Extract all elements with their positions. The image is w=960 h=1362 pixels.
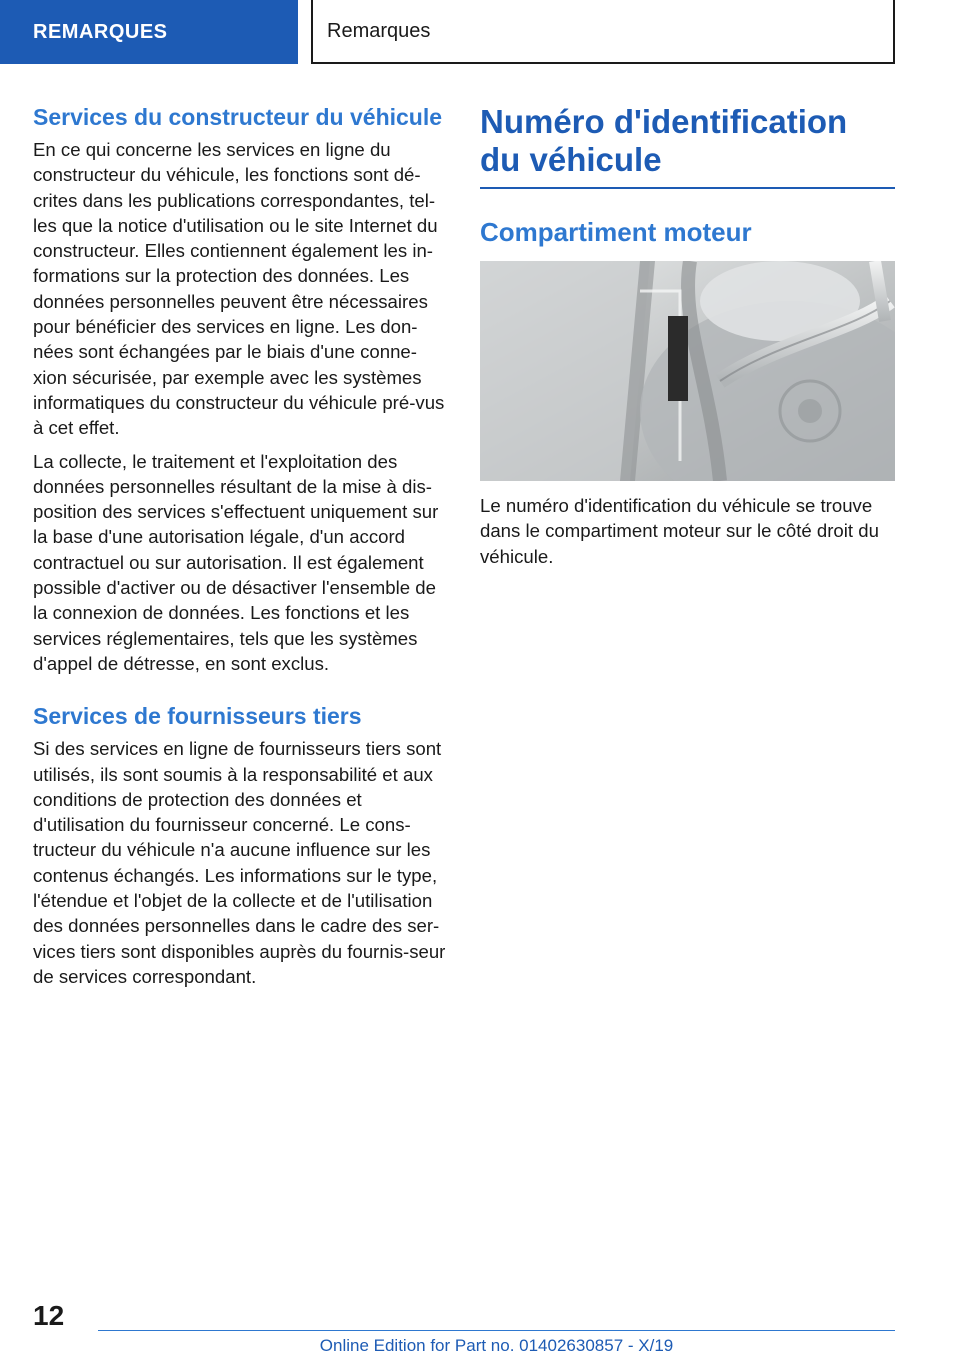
footer-divider: [98, 1330, 895, 1331]
heading-third-party-services: Services de fournisseurs tiers: [33, 703, 362, 730]
chapter-tab-label: REMARQUES: [33, 20, 168, 43]
vin-location-caption: Le numéro d'identification du véhicule se trouve dans le compartiment moteur sur le côté droit du véhicule.: [480, 495, 879, 567]
paragraph-manufacturer-services: En ce qui concerne les services en ligne du constructeur du véhicule, les fonctions sont dé-crites dans les publications correspondantes, tel-les que la notice d'utilisation ou le site Internet du constructeur. Elles contiennent également les in-formations sur la protection des données. Les données personnelles peuvent être nécessaires pour bénéficier des services en ligne. Les don-nées sont échangées par le biais d'une conne-xion sécurisée, par exemple avec les systèmes informatiques du constructeur du véhicule pré-vus à cet effet.: [33, 139, 445, 439]
heading-manufacturer-services: Services du constructeur du véhicule: [33, 104, 443, 130]
right-column: [480, 103, 896, 577]
engine-compartment-image: [480, 261, 895, 481]
engine-illustration: [480, 261, 895, 481]
chapter-tab: [0, 0, 298, 64]
footer-edition: Online Edition for Part no. 01402630857 - X/19: [319, 1336, 674, 1355]
section-header: [311, 0, 895, 64]
left-column: [33, 103, 449, 997]
page-title: Numéro d'identification du véhicule: [480, 103, 848, 178]
section-header-title: Remarques: [327, 19, 431, 42]
heading-engine-compartment: Compartiment moteur: [480, 217, 752, 247]
title-divider: [480, 187, 895, 189]
page-number: 12: [33, 1300, 65, 1331]
paragraph-data-collection: La collecte, le traitement et l'exploitation des données personnelles résultant de la mise à dis-position des services s'effectuent uniquement sur la base d'une autorisation légale, d'un accord contractuel ou sur autorisation. Il est également possible d'activer ou de désactiver l'ensemble de la connexion de données. Les fonctions et les services réglementaires, tels que les systèmes d'appel de détresse, en sont exclus.: [33, 450, 439, 674]
paragraph-third-party-services: Si des services en ligne de fournisseurs tiers sont utilisés, ils sont soumis à la responsabilité et aux conditions de protection des données et d'utilisation du fournisseur concerné. Le cons-tructeur du véhicule n'a aucune influence sur les contenus échangés. Les informations sur le type, l'étendue et l'objet de la collecte et de l'utilisation des données personnelles dans le cadre des ser-vices tiers sont disponibles auprès du fournis-seur de services correspondant.: [33, 738, 446, 987]
